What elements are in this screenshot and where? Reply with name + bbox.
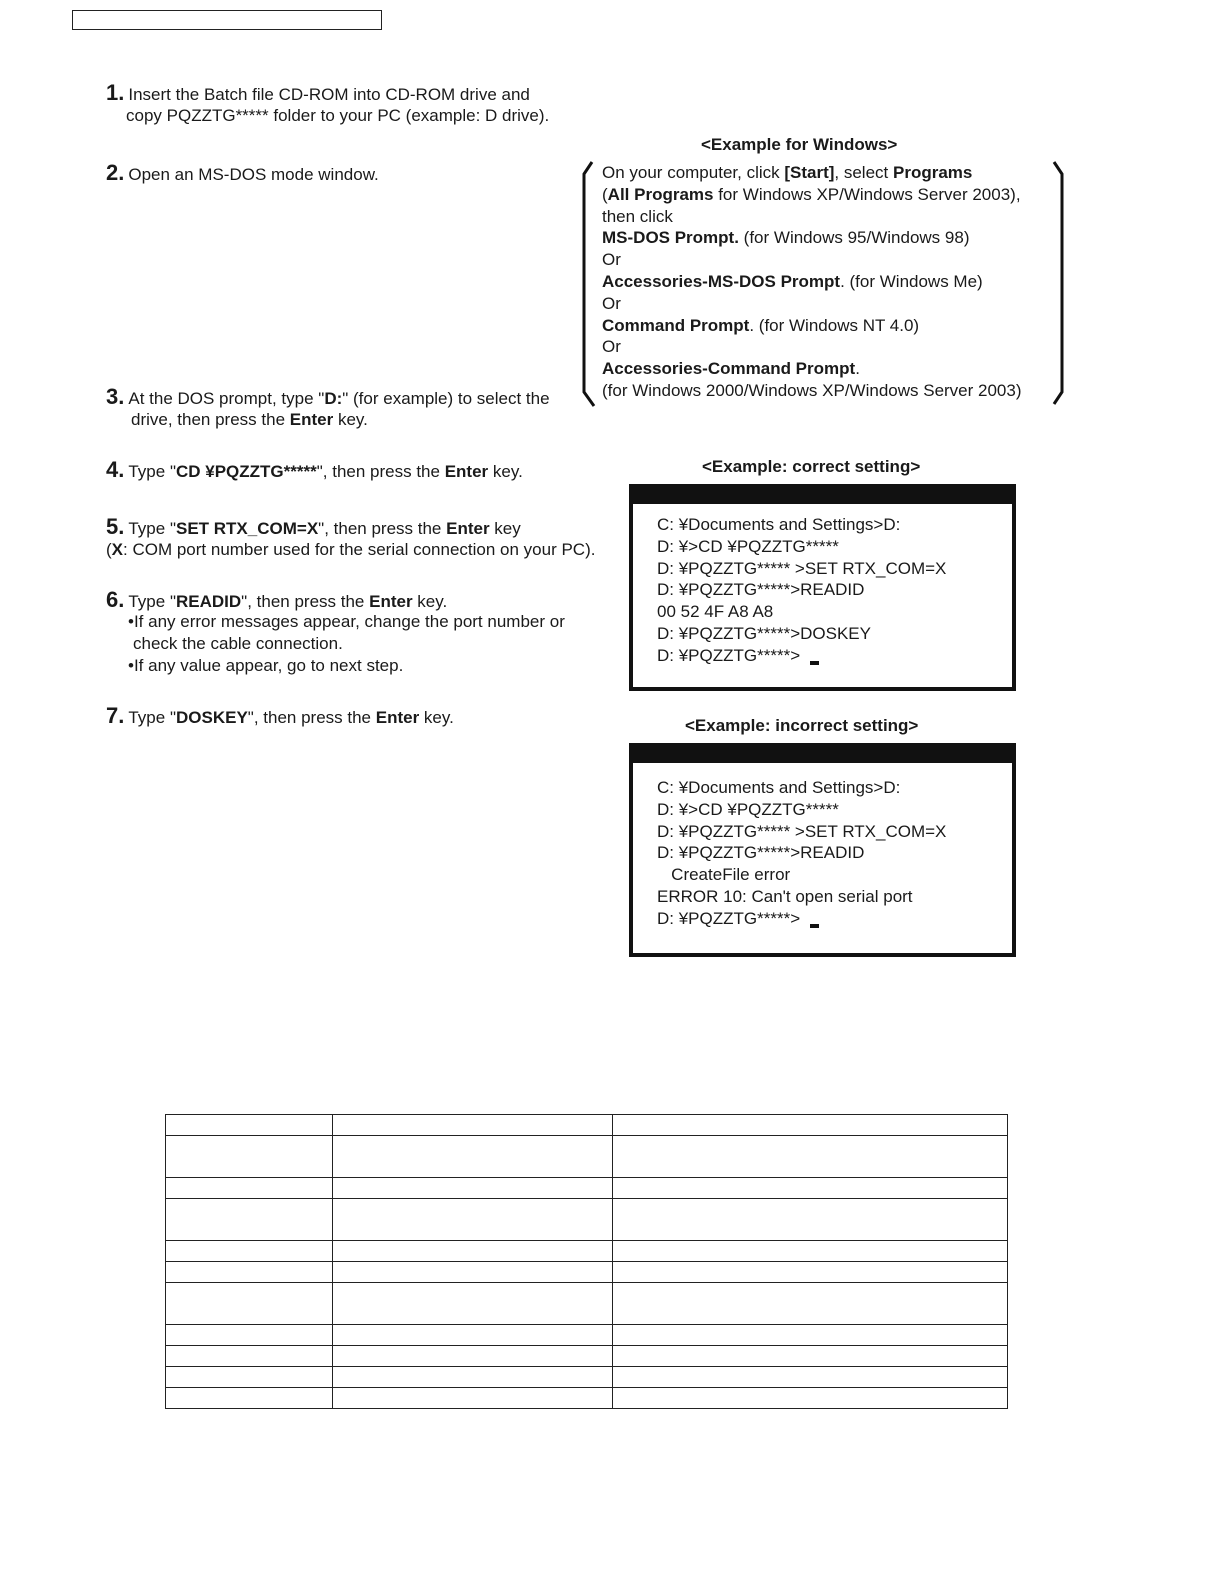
terminal-line: D: ¥>CD ¥PQZZTG***** bbox=[657, 536, 839, 556]
step-number: 7. bbox=[106, 703, 125, 728]
correct-example-caption: <Example: correct setting> bbox=[702, 457, 921, 476]
step-4 bbox=[106, 459, 523, 483]
text: , select bbox=[834, 163, 893, 182]
step-5 bbox=[106, 516, 521, 540]
terminal-line: ERROR 10: Can't open serial port bbox=[657, 886, 913, 906]
text: key bbox=[489, 519, 521, 538]
terminal-line: C: ¥Documents and Settings>D: bbox=[657, 778, 901, 797]
windows-instruction-line bbox=[602, 249, 1052, 271]
right-bracket bbox=[1050, 160, 1070, 408]
text: ( bbox=[602, 184, 608, 204]
incorrect-terminal-lines bbox=[657, 777, 946, 930]
text: . (for Windows Me) bbox=[840, 271, 983, 291]
text: Type " bbox=[128, 519, 176, 538]
bold-text: X bbox=[111, 540, 124, 559]
terminal-line: D: ¥PQZZTG***** >SET RTX_COM=X bbox=[657, 558, 947, 578]
table-row bbox=[166, 1178, 1008, 1199]
table-row bbox=[166, 1241, 1008, 1262]
terminal-line: D: ¥PQZZTG*****> bbox=[657, 908, 946, 930]
text: key. bbox=[412, 592, 448, 611]
bold-text: CD ¥PQZZTG***** bbox=[175, 462, 317, 481]
step-6-note-2: check the cable connection. bbox=[133, 634, 343, 653]
table-row bbox=[166, 1346, 1008, 1367]
correct-terminal-lines bbox=[657, 514, 946, 667]
table-row bbox=[166, 1262, 1008, 1283]
step-1 bbox=[106, 82, 530, 106]
terminal-line: D: ¥PQZZTG*****>READID bbox=[657, 580, 865, 600]
left-bracket bbox=[578, 160, 598, 408]
text: (for Windows 95/Windows 98) bbox=[738, 228, 970, 248]
bold-text: All Programs bbox=[607, 184, 714, 204]
step-3 bbox=[106, 386, 550, 410]
text: key. bbox=[333, 410, 368, 429]
windows-instruction-line bbox=[602, 358, 1052, 380]
windows-instruction-line bbox=[602, 162, 1052, 184]
bold-text: Programs bbox=[893, 163, 973, 182]
text: Or bbox=[602, 337, 621, 357]
table-row bbox=[166, 1388, 1008, 1409]
text: Or bbox=[602, 293, 621, 313]
step-number: 4. bbox=[106, 457, 125, 482]
bold-text: SET RTX_COM=X bbox=[175, 519, 319, 538]
text: : COM port number used for the serial connection on your PC). bbox=[123, 540, 596, 559]
step-number: 6. bbox=[106, 587, 125, 612]
windows-instruction-line bbox=[602, 293, 1052, 315]
windows-instruction-line bbox=[602, 380, 1052, 402]
text: Insert the Batch file CD-ROM into CD-ROM drive and bbox=[128, 85, 530, 104]
text: Or bbox=[602, 250, 621, 270]
windows-instruction-line bbox=[602, 206, 1052, 228]
step-6-note-3: •If any value appear, go to next step. bbox=[128, 656, 404, 675]
step-number: 2. bbox=[106, 160, 125, 185]
bold-text: Enter bbox=[289, 410, 334, 429]
incorrect-terminal bbox=[629, 743, 1016, 957]
step-7 bbox=[106, 705, 454, 729]
text: Type " bbox=[128, 462, 176, 481]
table-row bbox=[166, 1367, 1008, 1388]
step-number: 1. bbox=[106, 80, 125, 105]
bold-text: Enter bbox=[444, 462, 489, 481]
terminal-line: D: ¥PQZZTG*****> bbox=[657, 645, 946, 667]
text: ", then press the bbox=[247, 708, 376, 727]
text: key. bbox=[488, 462, 523, 481]
text: ", then press the bbox=[318, 519, 447, 538]
text: ", then press the bbox=[316, 462, 445, 481]
empty-table bbox=[165, 1114, 1008, 1409]
windows-instruction-line bbox=[602, 184, 1052, 206]
header-box bbox=[72, 10, 382, 30]
incorrect-example-caption: <Example: incorrect setting> bbox=[685, 716, 919, 735]
text: At the DOS prompt, type " bbox=[128, 389, 325, 408]
step-6 bbox=[106, 589, 447, 613]
step-number: 5. bbox=[106, 514, 125, 539]
table-row bbox=[166, 1325, 1008, 1346]
step-1-line2 bbox=[126, 105, 549, 127]
table-row bbox=[166, 1136, 1008, 1178]
terminal-line: D: ¥PQZZTG***** >SET RTX_COM=X bbox=[657, 821, 947, 841]
text: . bbox=[855, 359, 860, 379]
text: drive, then press the bbox=[131, 410, 290, 429]
text: key. bbox=[419, 708, 454, 727]
bold-text: DOSKEY bbox=[175, 708, 248, 727]
step-3-line2 bbox=[131, 409, 368, 431]
text: (for Windows 2000/Windows XP/Windows Server 2003) bbox=[602, 380, 1022, 400]
text: copy PQZZTG***** folder to your PC (example: D drive). bbox=[126, 106, 550, 125]
bold-text: MS-DOS Prompt. bbox=[602, 228, 739, 248]
text: for Windows XP/Windows Server 2003), bbox=[713, 184, 1021, 204]
text: " (for example) to select the bbox=[342, 389, 550, 408]
terminal-line: C: ¥Documents and Settings>D: bbox=[657, 515, 901, 534]
table-row bbox=[166, 1283, 1008, 1325]
bold-text: READID bbox=[175, 592, 242, 611]
text: Type " bbox=[128, 708, 176, 727]
terminal-line: D: ¥PQZZTG*****>READID bbox=[657, 843, 865, 863]
windows-instruction-line bbox=[602, 315, 1052, 337]
cursor bbox=[810, 924, 819, 928]
terminal-line: CreateFile error bbox=[657, 865, 791, 885]
bold-text: D: bbox=[324, 389, 343, 408]
text: On your computer, click bbox=[602, 163, 785, 182]
terminal-line: 00 52 4F A8 A8 bbox=[657, 602, 774, 622]
step-5-line2 bbox=[106, 539, 595, 561]
text: Open an MS-DOS mode window. bbox=[128, 165, 379, 184]
bold-text: Accessories-MS-DOS Prompt bbox=[602, 271, 841, 291]
windows-example-caption: <Example for Windows> bbox=[701, 135, 898, 154]
bold-text: Accessories-Command Prompt bbox=[602, 359, 856, 379]
text: ( bbox=[106, 540, 112, 559]
text: Type " bbox=[128, 592, 176, 611]
bold-text: Enter bbox=[446, 519, 490, 538]
windows-instructions bbox=[602, 162, 1052, 402]
windows-instruction-line bbox=[602, 271, 1052, 293]
bold-text: Enter bbox=[369, 592, 413, 611]
text: . (for Windows NT 4.0) bbox=[749, 315, 920, 335]
bold-text: Command Prompt bbox=[602, 315, 750, 335]
windows-instruction-line bbox=[602, 227, 1052, 249]
step-2 bbox=[106, 162, 379, 186]
table-row bbox=[166, 1115, 1008, 1136]
text: ", then press the bbox=[241, 592, 370, 611]
text: then click bbox=[602, 206, 673, 226]
step-number: 3. bbox=[106, 384, 125, 409]
table-row bbox=[166, 1199, 1008, 1241]
cursor bbox=[810, 661, 819, 665]
bold-text: Enter bbox=[375, 708, 420, 727]
windows-instruction-line bbox=[602, 336, 1052, 358]
terminal-line: D: ¥>CD ¥PQZZTG***** bbox=[657, 799, 839, 819]
terminal-line: D: ¥PQZZTG*****>DOSKEY bbox=[657, 623, 871, 643]
correct-terminal bbox=[629, 484, 1016, 691]
step-6-note-1: •If any error messages appear, change the port number or bbox=[128, 612, 565, 631]
bold-text: [Start] bbox=[784, 163, 835, 182]
